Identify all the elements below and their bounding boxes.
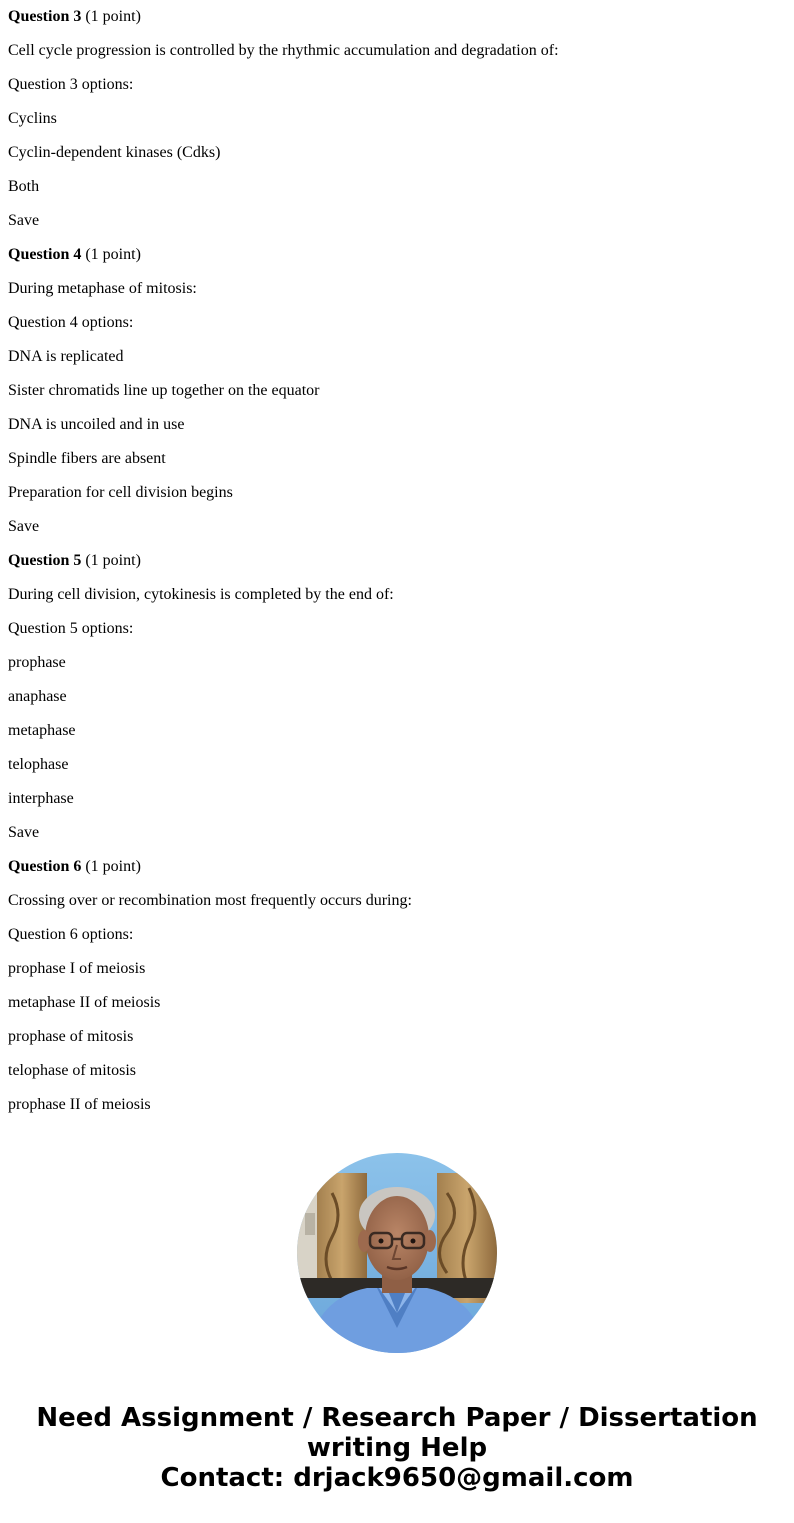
option-item[interactable]: Sister chromatids line up together on the equator [8, 382, 320, 399]
quiz-content [8, 0, 786, 1122]
question-header [8, 238, 786, 272]
question-points: (1 point) [85, 8, 141, 25]
option-item[interactable]: prophase I of meiosis [8, 960, 146, 977]
question-prompt: During cell division, cytokinesis is completed by the end of: [8, 586, 394, 603]
question-number: Question 3 [8, 8, 82, 25]
question-number: Question 6 [8, 858, 82, 875]
option-item[interactable]: interphase [8, 790, 74, 807]
save-button[interactable]: Save [8, 824, 40, 841]
option-item[interactable]: Cyclins [8, 110, 57, 127]
question-header [8, 0, 786, 34]
question-number: Question 5 [8, 552, 82, 569]
promo-contact: Contact: drjack9650@gmail.com [160, 1463, 634, 1493]
question-prompt: Cell cycle progression is controlled by the rhythmic accumulation and degradation of: [8, 42, 559, 59]
promo-line: writing Help [306, 1433, 488, 1463]
options-label: Question 6 options: [8, 926, 134, 943]
option-item[interactable]: DNA is replicated [8, 348, 124, 365]
options-label: Question 3 options: [8, 76, 134, 93]
promo-banner [0, 1403, 794, 1493]
save-button[interactable]: Save [8, 518, 40, 535]
avatar-photo-graphic [297, 1153, 497, 1353]
option-item[interactable]: Both [8, 178, 40, 195]
option-item[interactable]: Spindle fibers are absent [8, 450, 166, 467]
option-item[interactable]: anaphase [8, 688, 67, 705]
question-points: (1 point) [85, 552, 141, 569]
question-prompt: Crossing over or recombination most frequently occurs during: [8, 892, 412, 909]
option-item[interactable]: telophase [8, 756, 69, 773]
save-button[interactable]: Save [8, 212, 40, 229]
question-number: Question 4 [8, 246, 82, 263]
option-item[interactable]: metaphase [8, 722, 76, 739]
avatar [297, 1153, 497, 1353]
option-item[interactable]: prophase of mitosis [8, 1028, 134, 1045]
option-item[interactable]: telophase of mitosis [8, 1062, 136, 1079]
question-header [8, 850, 786, 884]
question-header [8, 544, 786, 578]
question-points: (1 point) [85, 858, 141, 875]
question-prompt: During metaphase of mitosis: [8, 280, 197, 297]
option-item[interactable]: metaphase II of meiosis [8, 994, 161, 1011]
question-points: (1 point) [85, 246, 141, 263]
option-item[interactable]: Cyclin-dependent kinases (Cdks) [8, 144, 221, 161]
option-item[interactable]: Preparation for cell division begins [8, 484, 233, 501]
option-item[interactable]: DNA is uncoiled and in use [8, 416, 185, 433]
option-item[interactable]: prophase [8, 654, 66, 671]
option-item[interactable]: prophase II of meiosis [8, 1096, 151, 1113]
options-label: Question 5 options: [8, 620, 134, 637]
options-label: Question 4 options: [8, 314, 134, 331]
promo-line: Need Assignment / Research Paper / Dissertation [36, 1403, 758, 1433]
